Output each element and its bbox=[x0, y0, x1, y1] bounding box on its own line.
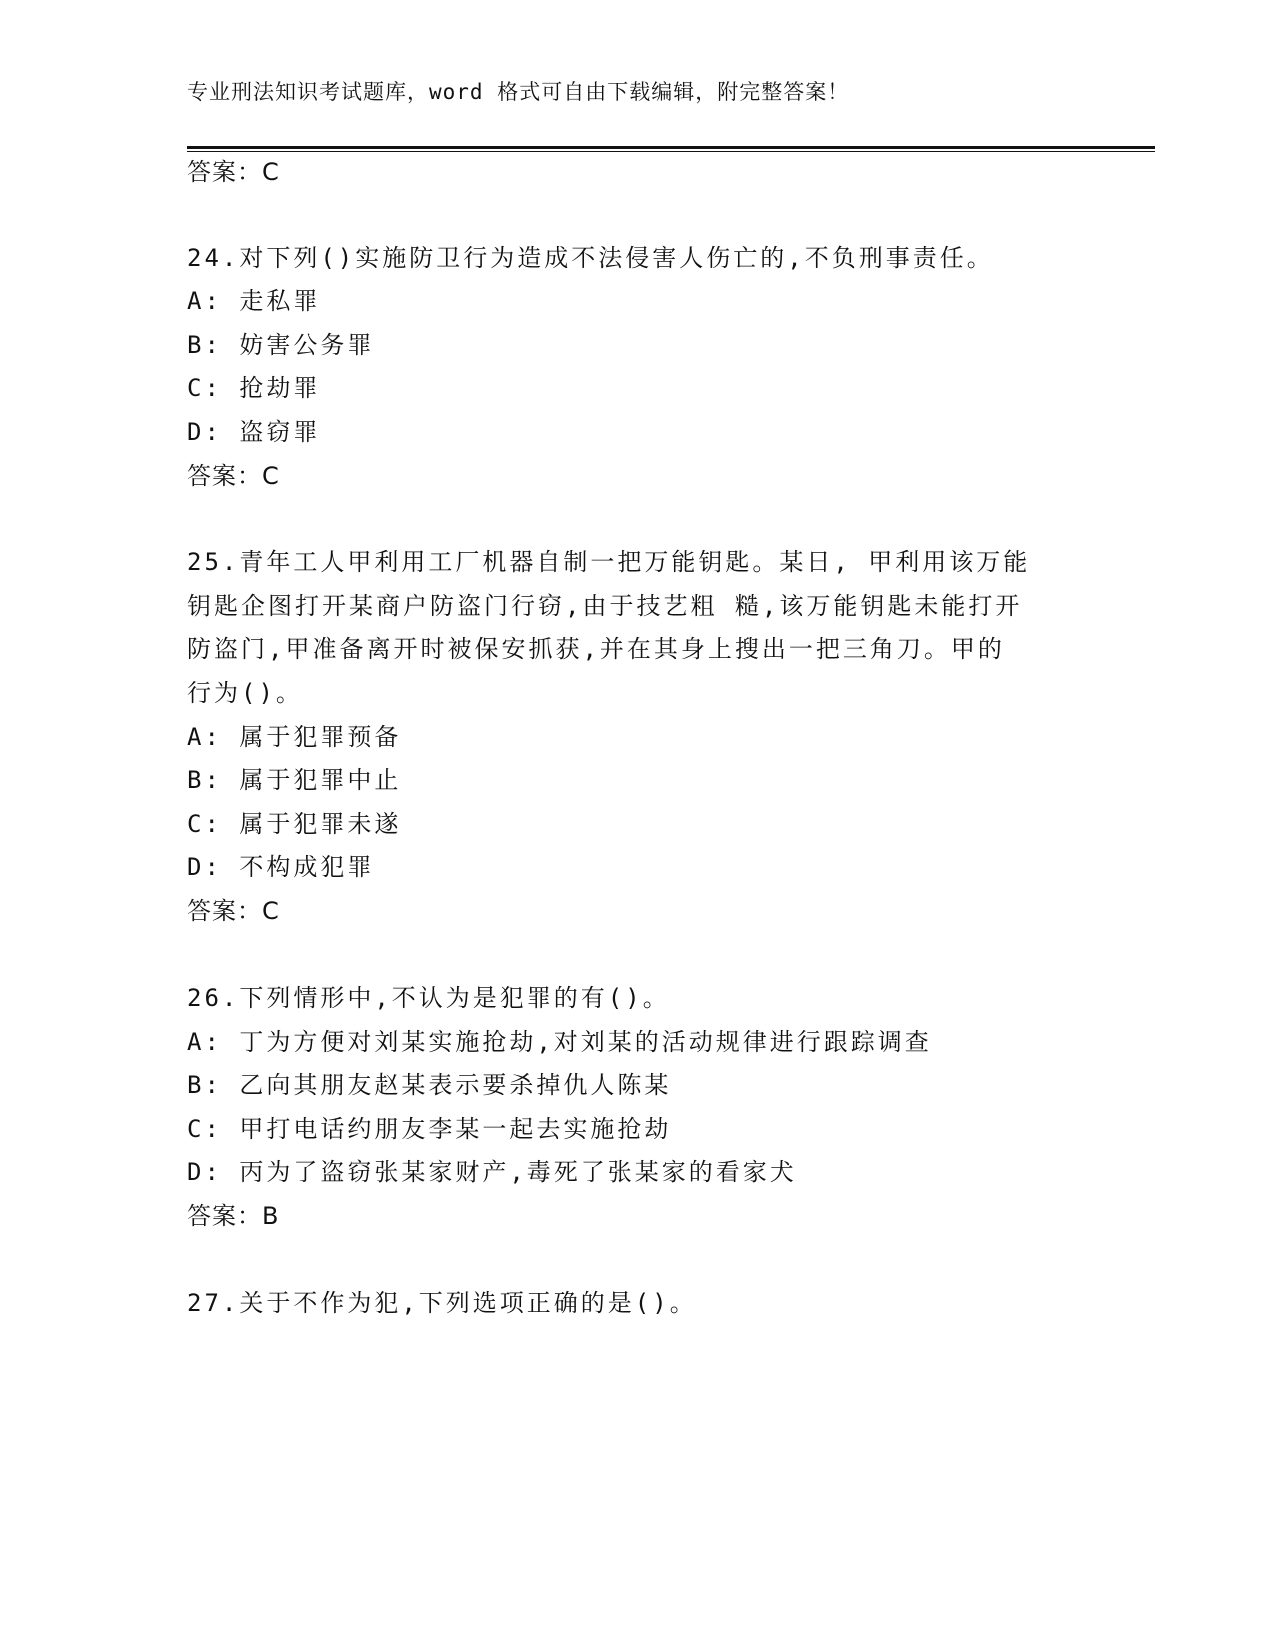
question-24-option-b: B: 妨害公务罪 bbox=[187, 331, 375, 359]
question-26-stem: 26.下列情形中,不认为是犯罪的有()。 bbox=[187, 984, 670, 1012]
answer-line: 答案：C bbox=[187, 158, 280, 186]
question-25-stem-line-1: 25.青年工人甲利用工厂机器自制一把万能钥匙。某日, 甲利用该万能 bbox=[187, 548, 1031, 576]
question-24-answer: 答案：C bbox=[187, 462, 280, 490]
question-24-option-d: D: 盗窃罪 bbox=[187, 418, 321, 446]
question-26-option-d: D: 丙为了盗窃张某家财产,毒死了张某家的看家犬 bbox=[187, 1158, 797, 1186]
question-25-option-b: B: 属于犯罪中止 bbox=[187, 766, 402, 794]
question-27-stem: 27.关于不作为犯,下列选项正确的是()。 bbox=[187, 1289, 697, 1317]
header-rule-thick bbox=[187, 146, 1155, 149]
header-rule-thin bbox=[187, 151, 1155, 152]
question-26-answer: 答案：B bbox=[187, 1202, 280, 1230]
question-25-stem-line-3: 防盗门,甲准备离开时被保安抓获,并在其身上搜出一把三角刀。甲的 bbox=[187, 635, 1005, 663]
question-25-option-a: A: 属于犯罪预备 bbox=[187, 723, 402, 751]
page-header: 专业刑法知识考试题库，word 格式可自由下载编辑，附完整答案！ bbox=[187, 80, 850, 104]
question-26-option-a: A: 丁为方便对刘某实施抢劫,对刘某的活动规律进行跟踪调查 bbox=[187, 1028, 932, 1056]
question-24-stem: 24.对下列()实施防卫行为造成不法侵害人伤亡的,不负刑事责任。 bbox=[187, 244, 994, 272]
question-25-option-c: C: 属于犯罪未遂 bbox=[187, 810, 402, 838]
question-25-answer: 答案：C bbox=[187, 897, 280, 925]
question-24-option-a: A: 走私罪 bbox=[187, 287, 321, 315]
question-25-stem-line-4: 行为()。 bbox=[187, 679, 303, 707]
question-25-option-d: D: 不构成犯罪 bbox=[187, 853, 375, 881]
question-26-option-b: B: 乙向其朋友赵某表示要杀掉仇人陈某 bbox=[187, 1071, 672, 1099]
question-26-option-c: C: 甲打电话约朋友李某一起去实施抢劫 bbox=[187, 1115, 672, 1143]
question-24-option-c: C: 抢劫罪 bbox=[187, 374, 321, 402]
question-25-stem-line-2: 钥匙企图打开某商户防盗门行窃,由于技艺粗 糙,该万能钥匙未能打开 bbox=[187, 592, 1023, 620]
